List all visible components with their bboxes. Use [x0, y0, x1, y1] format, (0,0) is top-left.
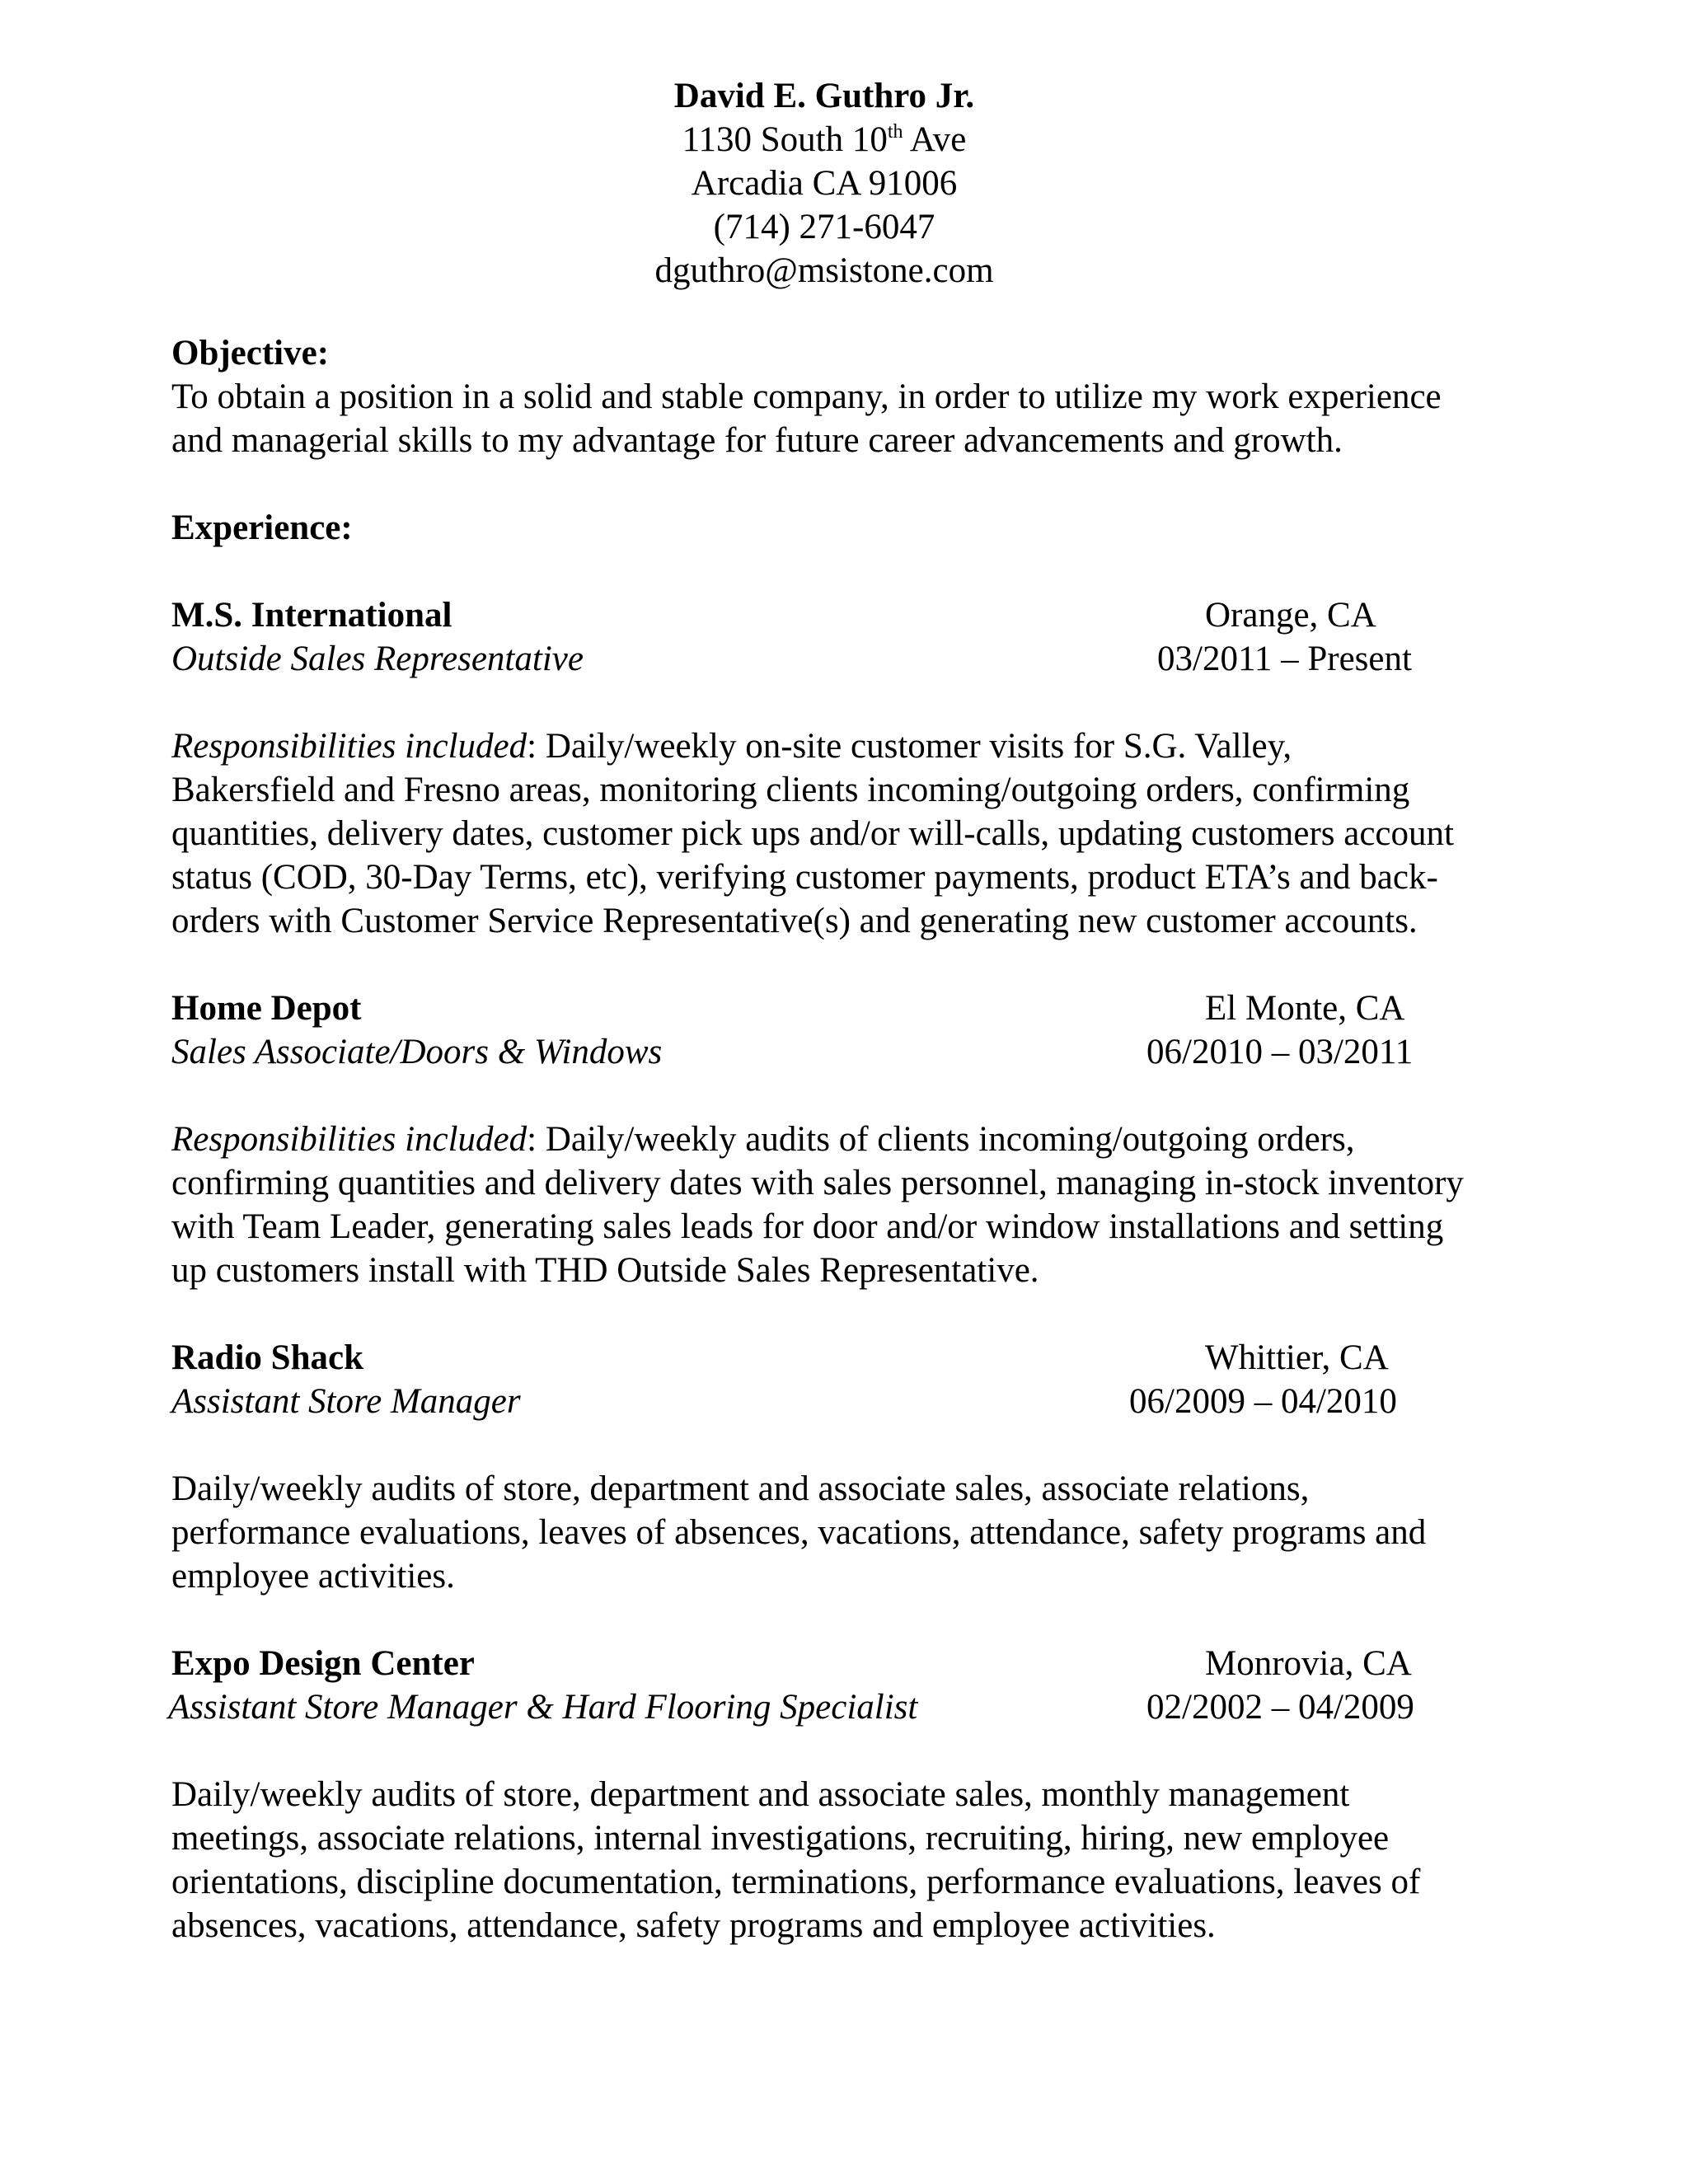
- job-description-line: orientations, discipline documentation, terminations, performance evaluations, leaves of: [171, 1863, 1421, 1901]
- job-description-text: : Daily/weekly audits of clients incoming/outgoing orders,: [527, 1120, 1355, 1159]
- experience-heading: Experience:: [171, 509, 353, 547]
- job-header-row: [171, 593, 1573, 637]
- job-entry-radio-shack: [171, 1336, 1573, 1598]
- company-name: M.S. International: [171, 596, 452, 635]
- job-title-row: [171, 1030, 1573, 1074]
- job-description-line: [171, 724, 1573, 768]
- job-description-line: Daily/weekly audits of store, department and associate sales, monthly management: [171, 1775, 1350, 1814]
- phone-number: (714) 271-6047: [713, 208, 935, 246]
- job-description-line: performance evaluations, leaves of absences, vacations, attendance, safety programs and: [171, 1513, 1427, 1552]
- job-description: [171, 724, 1573, 943]
- job-description-line: status (COD, 30-Day Terms, etc), verifying customer payments, product ETA’s and back-: [171, 858, 1438, 897]
- job-title-row: [171, 1380, 1573, 1423]
- job-dates: 02/2002 – 04/2009: [1146, 1688, 1414, 1727]
- job-entry-ms-international: [171, 593, 1573, 943]
- objective-text: [171, 375, 1573, 462]
- job-header-row: [171, 1642, 1573, 1685]
- email-address: dguthro@msistone.com: [654, 251, 994, 290]
- job-description: [171, 1467, 1573, 1598]
- responsibilities-label: Responsibilities included: [171, 727, 528, 766]
- address-ordinal-suffix: th: [887, 121, 903, 143]
- job-dates: 06/2009 – 04/2010: [1129, 1382, 1397, 1421]
- responsibilities-label: Responsibilities included: [171, 1120, 528, 1159]
- job-description-line: meetings, associate relations, internal investigations, recruiting, hiring, new employee: [171, 1819, 1390, 1858]
- objective-heading: Objective:: [171, 334, 330, 373]
- job-description-line: orders with Customer Service Representative(s) and generating new customer accounts.: [171, 902, 1418, 940]
- company-name: Expo Design Center: [171, 1644, 475, 1683]
- job-location: Whittier, CA: [1205, 1338, 1389, 1377]
- job-title: Sales Associate/Doors & Windows: [171, 1033, 663, 1071]
- job-header-row: [171, 987, 1573, 1030]
- job-description-line: employee activities.: [171, 1557, 455, 1596]
- job-description-line: absences, vacations, attendance, safety programs and employee activities.: [171, 1906, 1216, 1945]
- job-title: Assistant Store Manager: [171, 1382, 521, 1421]
- job-description-line: confirming quantities and delivery dates with sales personnel, managing in-stock inventory: [171, 1164, 1464, 1202]
- company-name: Radio Shack: [171, 1338, 363, 1377]
- address-street-type: Ave: [903, 120, 967, 159]
- job-description-line: with Team Leader, generating sales leads for door and/or window installations and setting: [171, 1207, 1444, 1246]
- job-title: Assistant Store Manager & Hard Flooring Specialist: [168, 1688, 918, 1727]
- job-description-text: : Daily/weekly on-site customer visits for S.G. Valley,: [527, 727, 1292, 766]
- job-title-row: [168, 1685, 1573, 1729]
- job-location: El Monte, CA: [1205, 989, 1405, 1028]
- candidate-name: David E. Guthro Jr.: [673, 77, 975, 115]
- job-title-row: [171, 637, 1573, 681]
- company-name: Home Depot: [171, 989, 362, 1028]
- job-description-line: Daily/weekly audits of store, department and associate sales, associate relations,: [171, 1469, 1310, 1508]
- job-description-line: quantities, delivery dates, customer pick ups and/or will-calls, updating customers account: [171, 814, 1454, 853]
- job-description-line: Bakersfield and Fresno areas, monitoring clients incoming/outgoing orders, confirming: [171, 771, 1410, 809]
- address-line-2: Arcadia CA 91006: [691, 164, 958, 203]
- job-title: Outside Sales Representative: [171, 640, 584, 678]
- job-description: [171, 1773, 1573, 1947]
- job-entry-home-depot: [171, 987, 1573, 1292]
- job-description-line: [171, 1118, 1573, 1161]
- experience-section: [171, 506, 1573, 550]
- job-entry-expo-design-center: [168, 1642, 1573, 1947]
- job-location: Orange, CA: [1205, 596, 1376, 635]
- job-header-row: [171, 1336, 1573, 1380]
- job-description-line: up customers install with THD Outside Sales Representative.: [171, 1251, 1039, 1290]
- objective-line: and managerial skills to my advantage for future career advancements and growth.: [171, 421, 1343, 460]
- job-dates: 06/2010 – 03/2011: [1146, 1033, 1414, 1071]
- address-line-1: [0, 118, 1648, 162]
- job-description: [171, 1118, 1573, 1292]
- objective-section: [171, 331, 1573, 462]
- contact-header: [0, 74, 1648, 293]
- job-dates: 03/2011 – Present: [1157, 640, 1412, 678]
- job-location: Monrovia, CA: [1205, 1644, 1412, 1683]
- objective-line: To obtain a position in a solid and stable company, in order to utilize my work experience: [171, 377, 1442, 416]
- address-street: 1130 South 10: [682, 120, 888, 159]
